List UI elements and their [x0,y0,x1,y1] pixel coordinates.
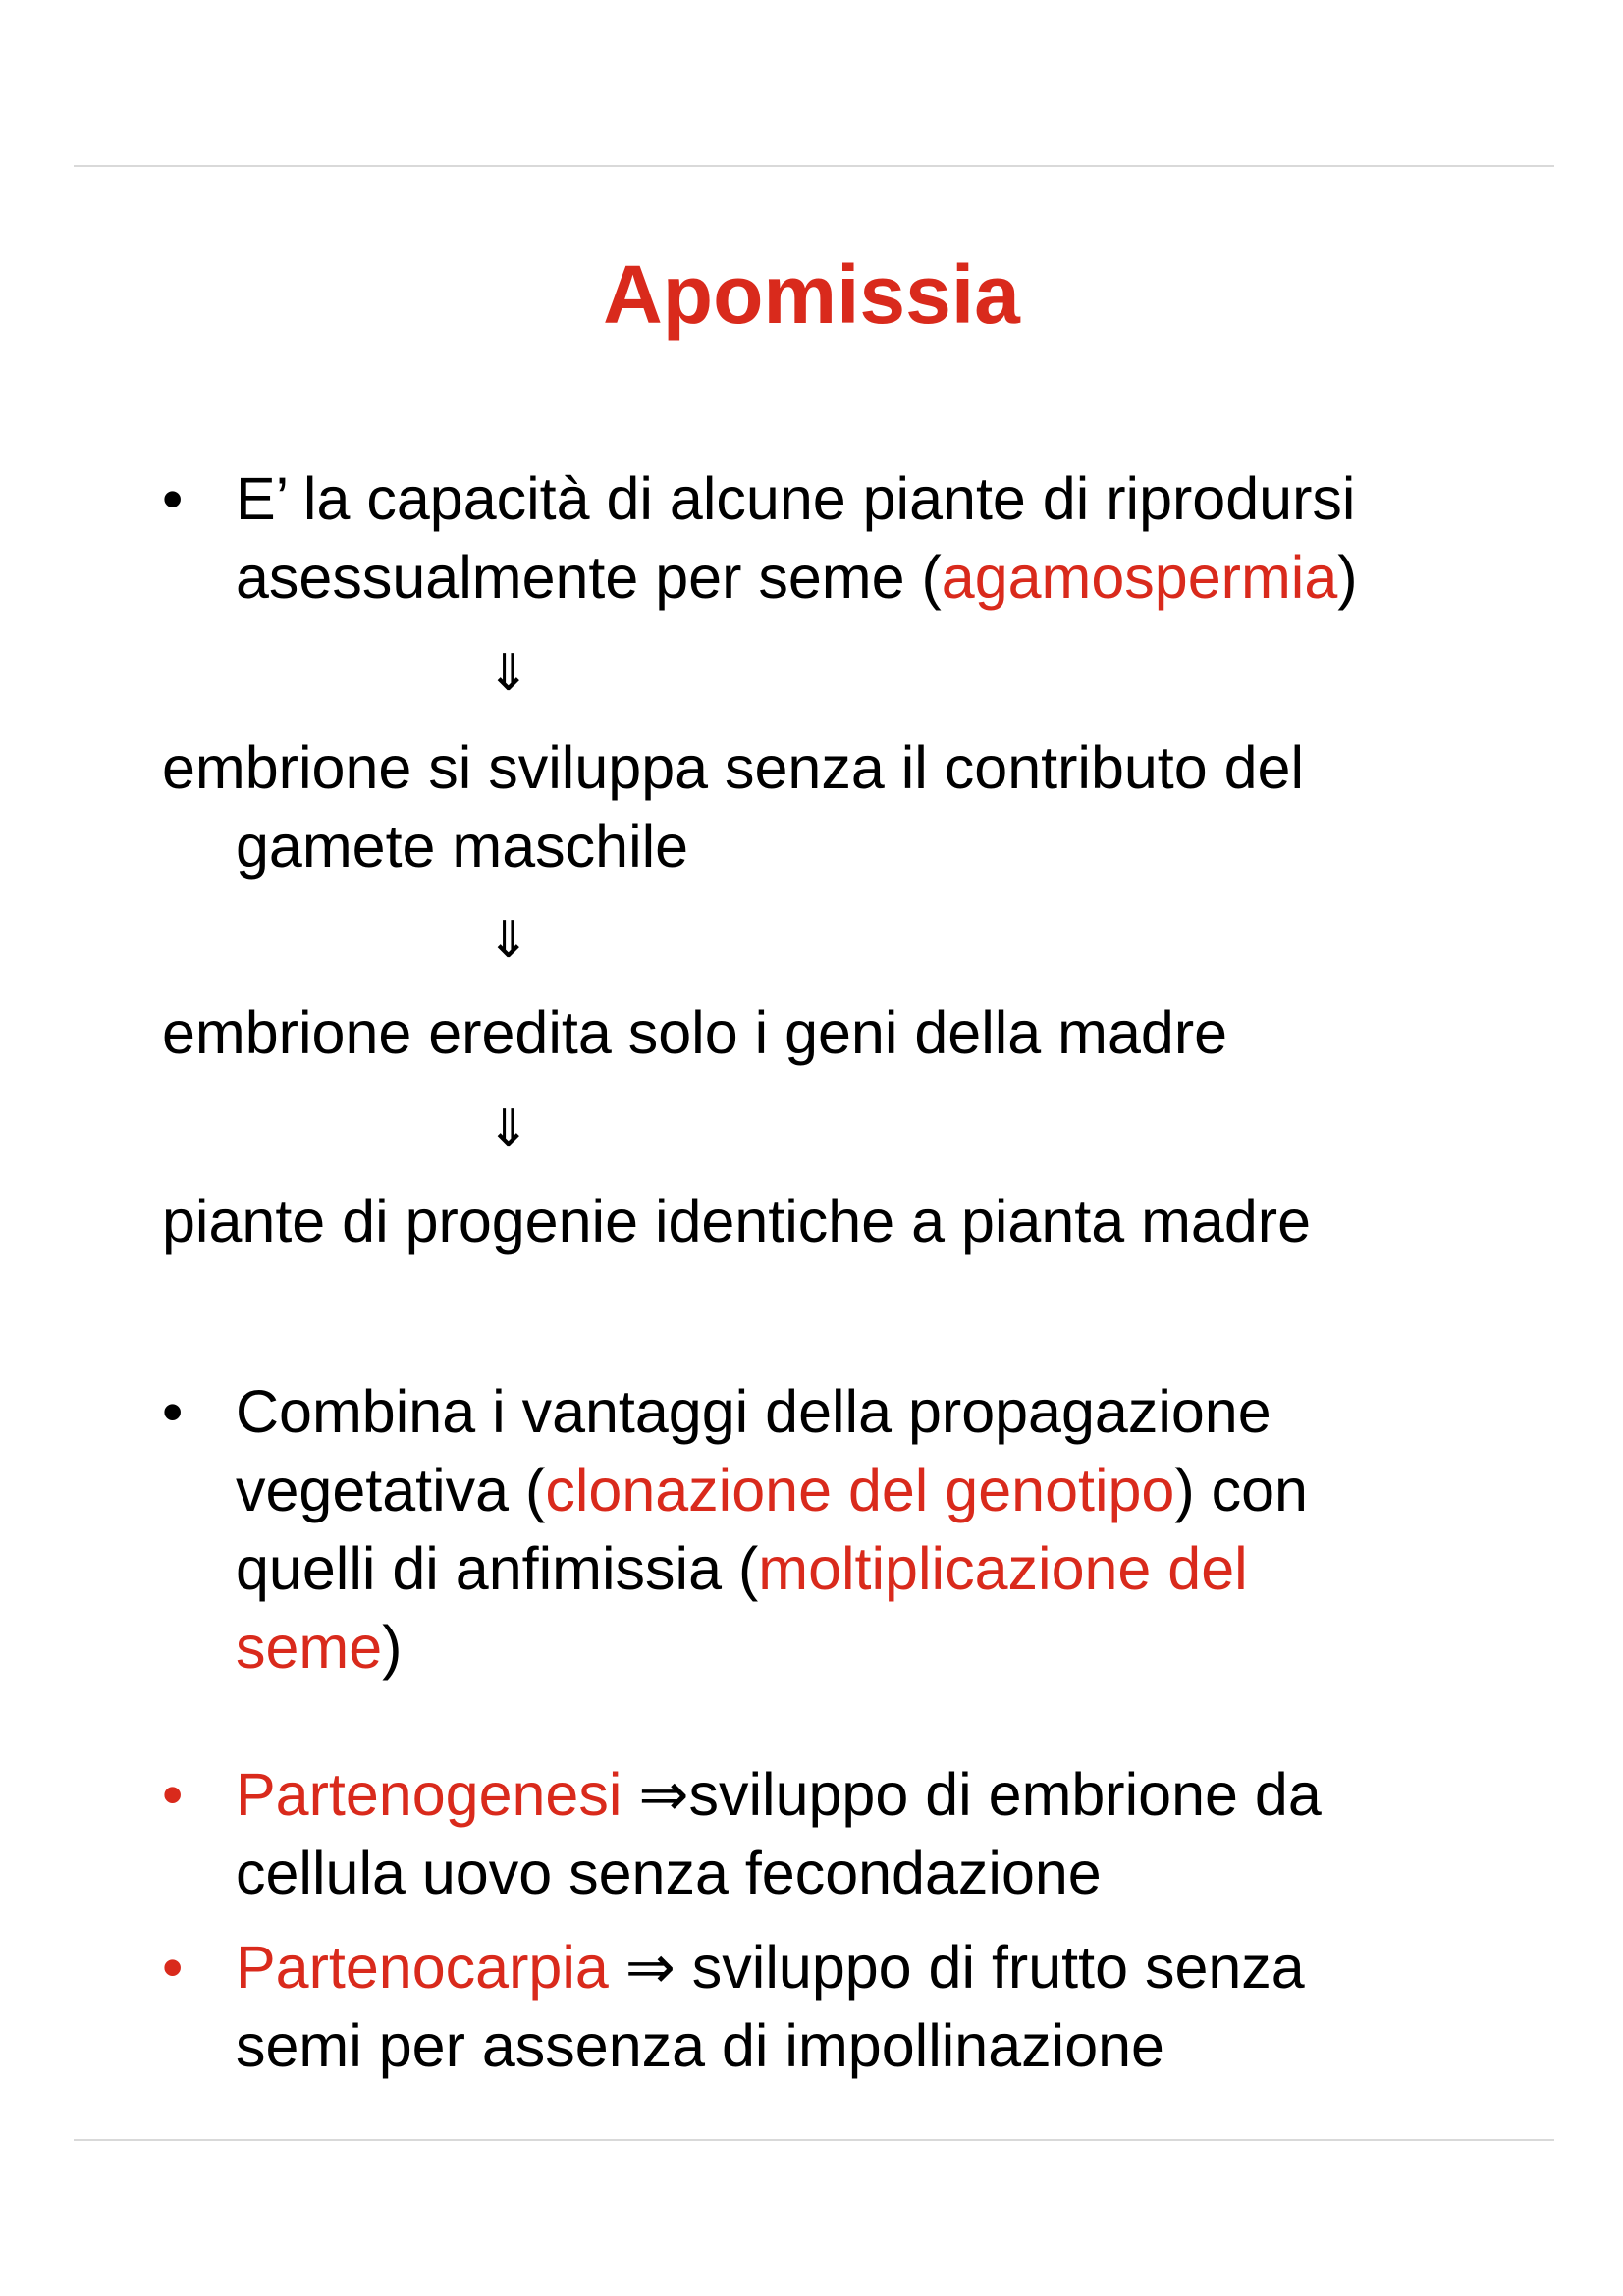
term-partenocarpia: Partenocarpia [236,1934,609,2001]
bullet-text-4 [236,1928,1305,2085]
bullet-4-line-1: Partenocarpia ⇒ sviluppo di frutto senza [236,1934,1305,2001]
bullet-4-line-2: semi per assenza di impollinazione [236,2012,1164,2079]
highlight-term-seme: seme [236,1614,383,1681]
bullet-2-line-2: vegetativa (clonazione del genotipo) con [236,1457,1308,1523]
bullet-text-3 [236,1755,1322,1912]
down-arrow-icon-3: ⇓ [487,1099,530,1158]
highlight-term-clonazione: clonazione del genotipo [545,1457,1175,1523]
chain-step-3: piante di progenie identiche a pianta madre [162,1188,1311,1255]
chain-step-2: embrione eredita solo i geni della madre [162,999,1228,1066]
bullet-1-line-2: asessualmente per seme (agamospermia) [236,544,1358,611]
chain-step-1 [162,728,1304,885]
top-divider [74,165,1554,167]
chain-step-1-line-1: embrione si sviluppa senza il contributo del [162,734,1305,801]
highlight-term-agamospermia: agamospermia [941,544,1338,611]
bullet-text-2 [236,1372,1308,1686]
bullet-text-1 [236,459,1358,616]
term-partenogenesi: Partenogenesi [236,1761,622,1828]
highlight-term-moltiplicazione: moltiplicazione del [758,1535,1248,1602]
bullet-marker-3: • [162,1761,184,1828]
bottom-divider [74,2139,1554,2141]
bullet-marker-4: • [162,1934,184,2001]
bullet-2-line-4: seme) [236,1614,403,1681]
bullet-3-line-2: cellula uovo senza fecondazione [236,1840,1102,1906]
bullet-marker-2: • [162,1378,184,1445]
bullet-2-line-3: quelli di anfimissia (moltiplicazione del [236,1535,1248,1602]
page-title: Apomissia [603,248,1020,341]
chain-step-1-line-2: gamete maschile [236,813,689,880]
bullet-marker-1: • [162,465,184,532]
bullet-3-line-1: Partenogenesi ⇒sviluppo di embrione da [236,1761,1322,1828]
down-arrow-icon-2: ⇓ [487,911,530,970]
bullet-1-line-1: E’ la capacità di alcune piante di riprodursi [236,465,1356,532]
bullet-2-line-1: Combina i vantaggi della propagazione [236,1378,1271,1445]
down-arrow-icon-1: ⇓ [487,644,530,703]
